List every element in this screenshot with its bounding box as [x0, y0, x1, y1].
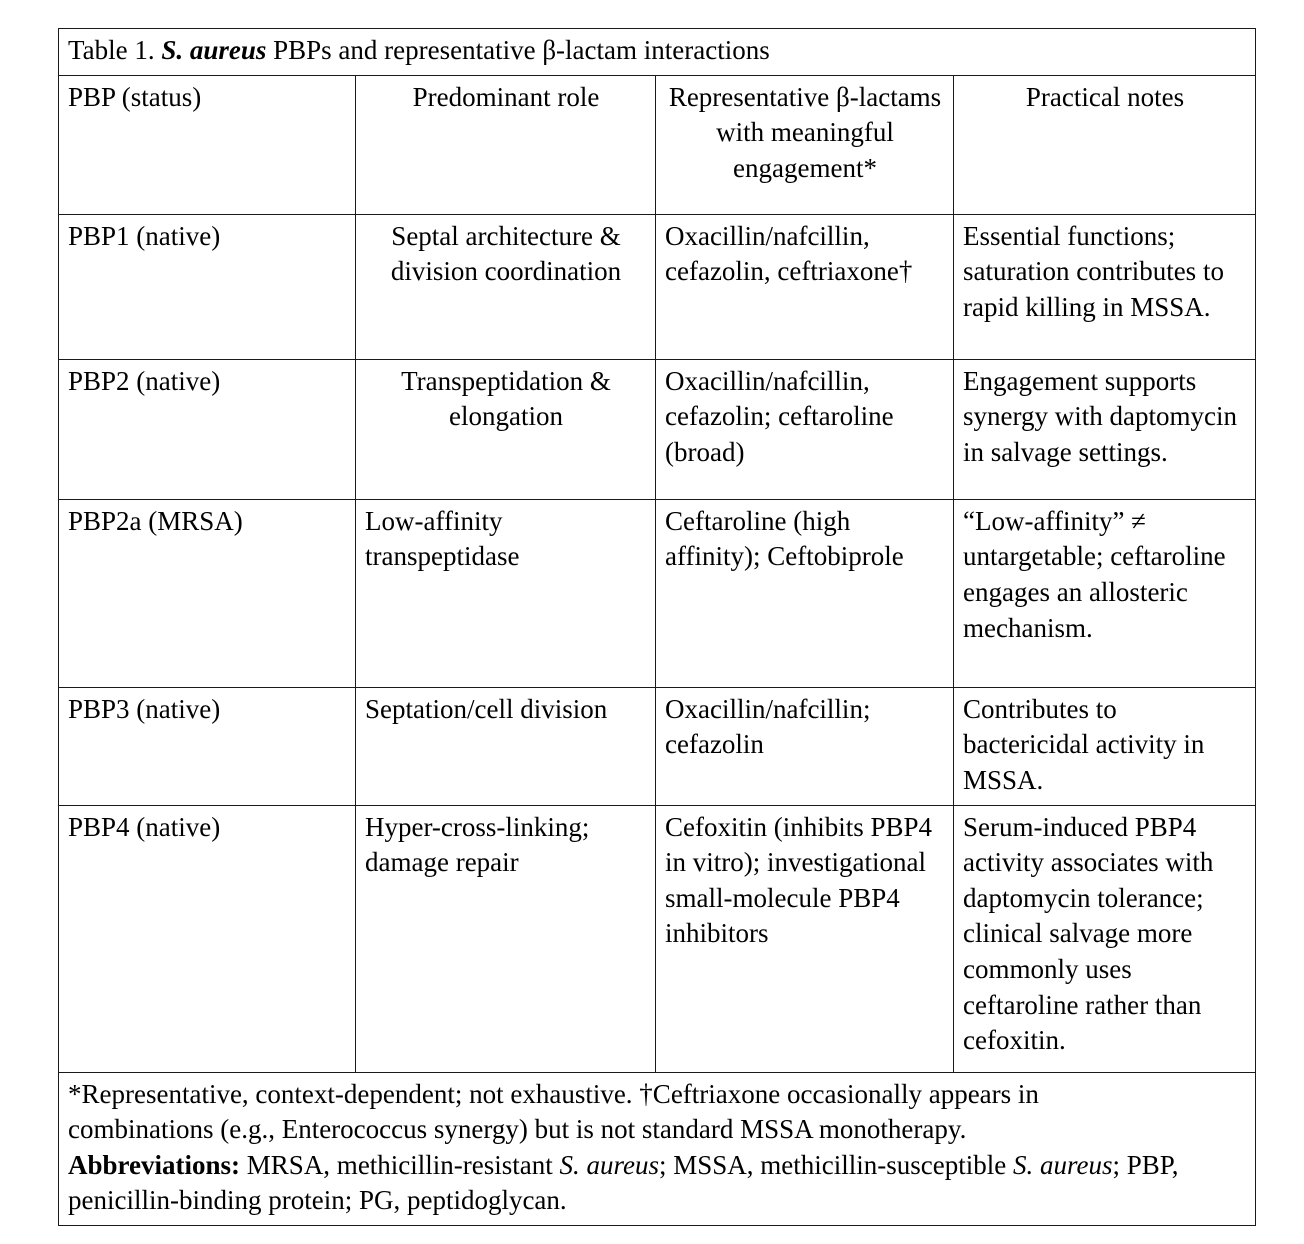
cell-notes: Engagement supports synergy with daptomycin in salvage settings. — [954, 359, 1256, 499]
cell-betalactams: Oxacillin/nafcillin, cefazolin; ceftaroline (broad) — [656, 359, 954, 499]
cell-role: Low-affinity transpeptidase — [356, 499, 656, 687]
cell-pbp: PBP2 (native) — [59, 359, 356, 499]
column-header-representative-beta-lactams: Representative β-lactams with meaningful engagement* — [656, 75, 954, 214]
cell-notes: Essential functions; saturation contributes to rapid killing in MSSA. — [954, 214, 1256, 359]
table-row — [59, 805, 1256, 1072]
abbrev-text-2: ; MSSA, methicillin-susceptible — [659, 1149, 1013, 1180]
abbrev-text-3: ; PBP, penicillin-binding protein; PG, peptidoglycan. — [68, 1149, 1179, 1216]
cell-role: Transpeptidation & elongation — [356, 359, 656, 499]
cell-role: Septal architecture & division coordination — [356, 214, 656, 359]
cell-notes: Serum-induced PBP4 activity associates with daptomycin tolerance; clinical salvage more commonly uses ceftaroline rather than cefoxitin. — [954, 805, 1256, 1072]
abbrev-species-1: S. aureus — [559, 1149, 660, 1180]
cell-betalactams: Ceftaroline (high affinity); Ceftobiprole — [656, 499, 954, 687]
cell-betalactams: Oxacillin/nafcillin, cefazolin, ceftriaxone† — [656, 214, 954, 359]
table-row — [59, 499, 1256, 687]
caption-suffix: PBPs and representative β-lactam interactions — [266, 35, 770, 65]
cell-role: Septation/cell division — [356, 687, 656, 805]
abbrev-species-2: S. aureus — [1013, 1149, 1113, 1180]
cell-notes: Contributes to bactericidal activity in MSSA. — [954, 687, 1256, 805]
table-footnote — [59, 1072, 1256, 1226]
cell-pbp: PBP1 (native) — [59, 214, 356, 359]
cell-betalactams: Cefoxitin (inhibits PBP4 in vitro); investigational small-molecule PBP4 inhibitors — [656, 805, 954, 1072]
cell-pbp: PBP4 (native) — [59, 805, 356, 1072]
cell-notes: “Low-affinity” ≠ untargetable; ceftaroline engages an allosteric mechanism. — [954, 499, 1256, 687]
footnote-line-1: *Representative, context-dependent; not exhaustive. †Ceftriaxone occasionally appears in — [68, 1078, 1039, 1109]
cell-role: Hyper-cross-linking; damage repair — [356, 805, 656, 1072]
table-row — [59, 214, 1256, 359]
column-header-predominant-role: Predominant role — [356, 75, 656, 214]
table-footnote-row — [59, 1072, 1256, 1226]
cell-betalactams: Oxacillin/nafcillin; cefazolin — [656, 687, 954, 805]
table-title-row — [59, 29, 1256, 76]
table-header-row — [59, 75, 1256, 214]
footnote-line-2: combinations (e.g., Enterococcus synergy) but is not standard MSSA monotherapy. — [68, 1114, 967, 1145]
column-header-pbp: PBP (status) — [59, 75, 356, 214]
cell-pbp: PBP2a (MRSA) — [59, 499, 356, 687]
table-row — [59, 359, 1256, 499]
column-header-practical-notes: Practical notes — [954, 75, 1256, 214]
abbreviations-label: Abbreviations: — [68, 1149, 241, 1180]
caption-prefix: Table 1. — [68, 35, 162, 65]
abbrev-text-1: MRSA, methicillin-resistant — [240, 1149, 560, 1180]
cell-pbp: PBP3 (native) — [59, 687, 356, 805]
table-row — [59, 687, 1256, 805]
table-container — [58, 28, 1255, 1226]
footnote-abbreviations — [68, 1150, 1179, 1216]
caption-species-name: S. aureus — [161, 35, 267, 65]
pbp-beta-lactam-table — [58, 28, 1256, 1226]
table-caption — [59, 29, 1256, 76]
